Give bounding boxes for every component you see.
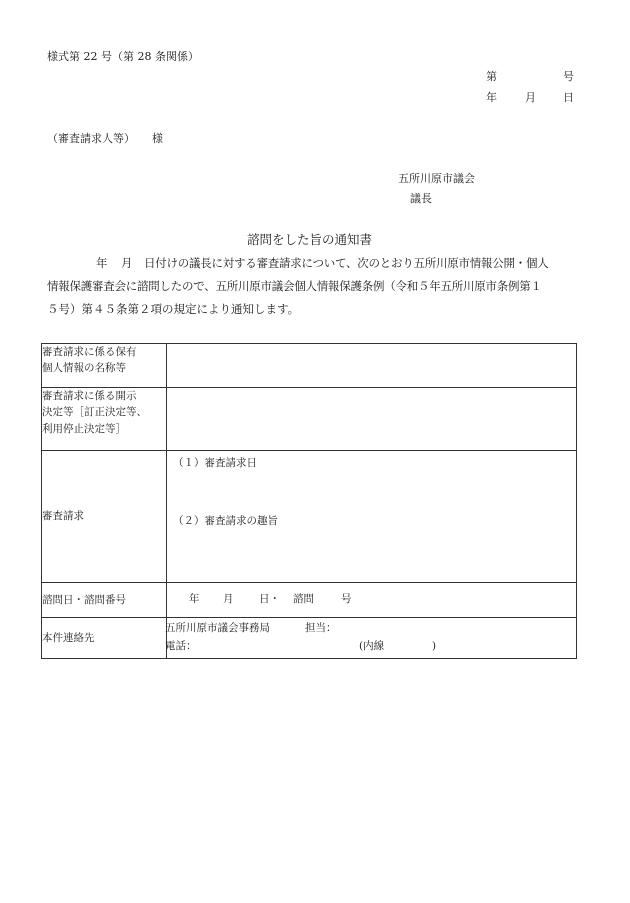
body-line1: 日付けの議長に対する審査請求について、次のとおり五所川原市情報公開・個人 — [144, 256, 549, 270]
inquiry-number-suffix: 号 — [341, 593, 352, 605]
body-line1-year: 年 — [96, 256, 108, 270]
review-request-value-cell — [167, 451, 577, 583]
disclosure-decision-label-line2: 決定等［訂正決定等、 — [42, 406, 147, 419]
contact-label: 本件連絡先 — [42, 631, 95, 644]
inquiry-month: 月 — [223, 593, 234, 605]
body-line3: ５号）第４５条第２項の規定により通知します。 — [47, 302, 300, 316]
body-line2: 情報保護審査会に諮問したので、五所川原市議会個人情報保護条例（令和５年五所川原市条例第１ — [47, 279, 542, 293]
retained-info-label-cell — [42, 344, 167, 388]
retained-info-label-line1: 審査請求に係る保有 — [42, 346, 137, 358]
contact-value-cell — [167, 618, 577, 659]
contact-extension-close: ) — [432, 640, 437, 652]
review-request-purpose-item: （２）審査請求の趣旨 — [173, 515, 278, 527]
addressee-name: （審査請求人等） — [47, 132, 135, 145]
inquiry-date-label-cell — [42, 583, 167, 618]
contact-office: 五所川原市議会事務局 — [165, 622, 270, 634]
addressee-honorific: 様 — [152, 132, 163, 145]
contact-person: 担当： — [305, 622, 337, 634]
doc-number-prefix: 第 — [486, 70, 497, 83]
table-row — [42, 451, 577, 583]
date-month: 月 — [525, 91, 536, 104]
doc-number-suffix: 号 — [563, 70, 574, 83]
disclosure-decision-label-line1: 審査請求に係る開示 — [42, 390, 137, 402]
review-request-label: 審査請求 — [42, 510, 84, 523]
contact-label-cell — [42, 618, 167, 659]
body-line1-month: 月 — [121, 256, 133, 270]
inquiry-date-value-cell — [167, 583, 577, 618]
disclosure-decision-label-line3: 利用停止決定等］ — [42, 422, 126, 435]
sender-organization: 五所川原市議会 — [398, 172, 475, 185]
table-row — [42, 344, 577, 388]
contact-phone: 電話： — [165, 640, 197, 652]
disclosure-decision-value-cell — [167, 388, 577, 451]
notification-table — [41, 343, 577, 659]
document-title: 諮問をした旨の通知書 — [247, 232, 373, 247]
date-day: 日 — [563, 91, 574, 104]
disclosure-decision-label-cell — [42, 388, 167, 451]
form-number: 様式第 22 号（第 28 条関係） — [47, 50, 199, 63]
review-request-date-item: （１）審査請求日 — [173, 457, 257, 469]
table-row — [42, 583, 577, 618]
table-row — [42, 618, 577, 659]
table-row — [42, 388, 577, 451]
retained-info-value-cell — [167, 344, 577, 388]
inquiry-date-label: 諮問日・諮問番号 — [42, 593, 126, 606]
sender-title: 議長 — [410, 192, 432, 205]
inquiry-year: 年 — [189, 593, 200, 605]
inquiry-label: 諮問 — [293, 593, 314, 605]
review-request-label-cell — [42, 451, 167, 583]
date-year: 年 — [486, 91, 497, 104]
retained-info-label-line2: 個人情報の名称等 — [42, 362, 126, 375]
inquiry-day: 日・ — [259, 593, 280, 605]
contact-extension-open: (内線 — [359, 640, 385, 652]
